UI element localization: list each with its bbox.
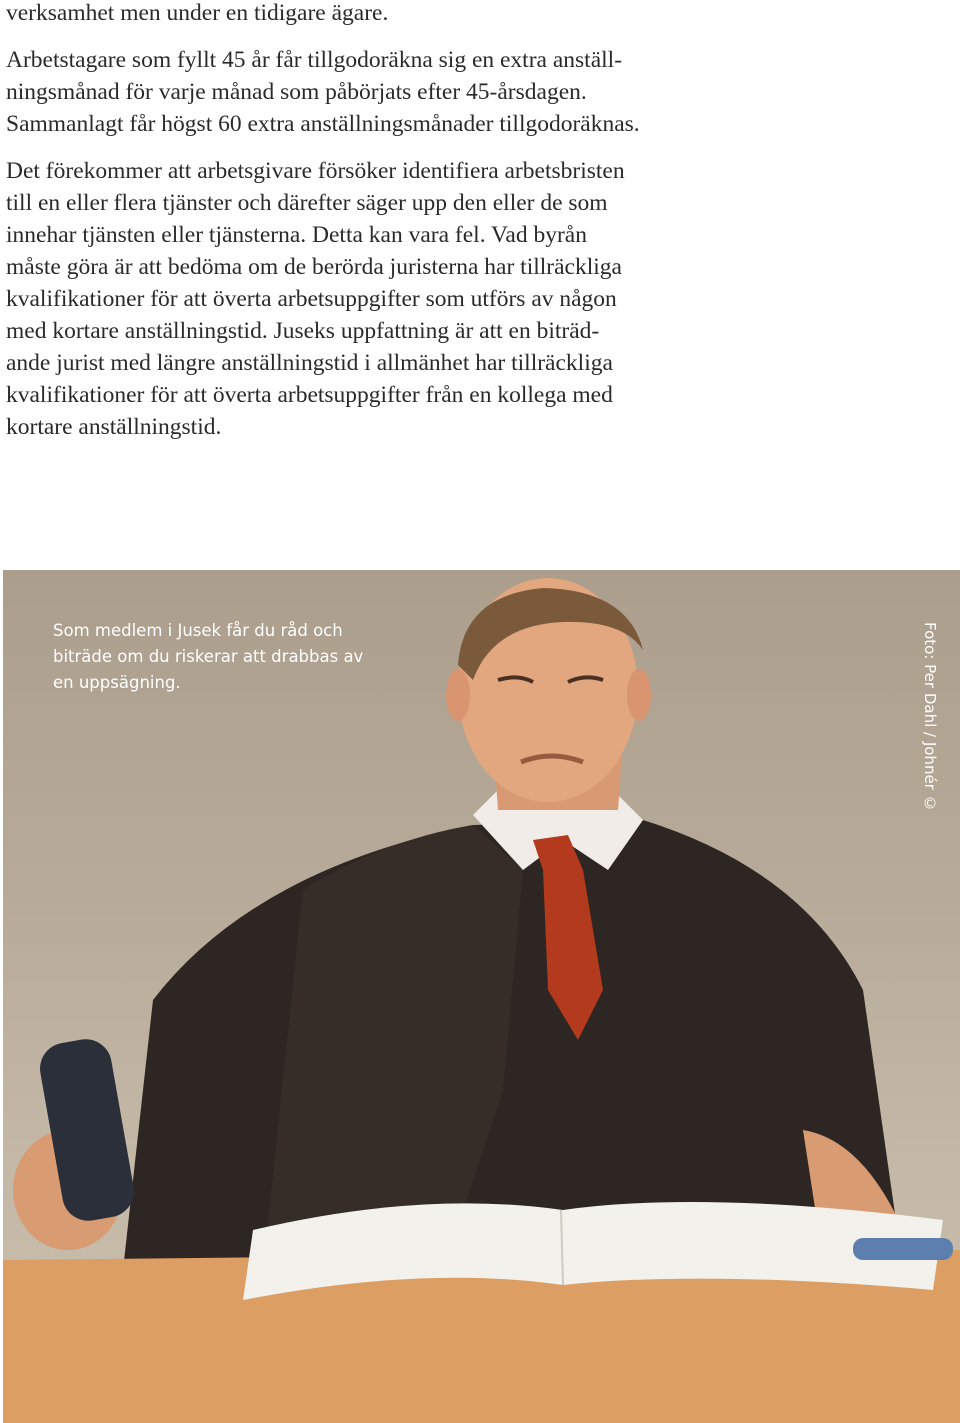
- caption-line: Som medlem i Jusek får du råd och: [53, 621, 343, 640]
- text-line: kvalifikationer för att överta arbetsuppgifter från en kollega med: [6, 382, 613, 408]
- caption-line: biträde om du riskerar att drabbas av: [53, 647, 364, 666]
- paragraph-work-shortage: [6, 155, 625, 443]
- text-line: Sammanlagt får högst 60 extra anställningsmånader tillgodoräknas.: [6, 111, 640, 137]
- text-line: ande jurist med längre anställningstid i allmänhet har tillräckliga: [6, 350, 613, 376]
- text-line: till en eller flera tjänster och därefter säger upp den eller de som: [6, 190, 608, 216]
- businessman-photo: [3, 570, 960, 1423]
- photo-caption: [53, 618, 393, 696]
- photo-illustration: [3, 570, 960, 1423]
- text-line: Arbetstagare som fyllt 45 år får tillgodoräkna sig en extra anställ-: [6, 47, 623, 73]
- text-line: med kortare anställningstid. Juseks uppfattning är att en biträd-: [6, 318, 600, 344]
- text-line: innehar tjänsten eller tjänsterna. Detta kan vara fel. Vad byrån: [6, 222, 587, 248]
- text-line: ningsmånad för varje månad som påbörjats efter 45-årsdagen.: [6, 79, 587, 105]
- text-line: måste göra är att bedöma om de berörda juristerna har tillräckliga: [6, 254, 622, 280]
- paragraph-employment-months: [6, 44, 640, 140]
- text-line: kortare anställningstid.: [6, 414, 222, 440]
- caption-line: en uppsägning.: [53, 673, 181, 692]
- text-line: verksamhet men under en tidigare ägare.: [6, 0, 389, 26]
- text-line: Det förekommer att arbetsgivare försöker identifiera arbetsbristen: [6, 158, 625, 184]
- photo-credit: Foto: Per Dahl / Johnér ©: [921, 622, 939, 813]
- text-line: kvalifikationer för att överta arbetsuppgifter som utförs av någon: [6, 286, 617, 312]
- paragraph-continuation: [6, 0, 388, 29]
